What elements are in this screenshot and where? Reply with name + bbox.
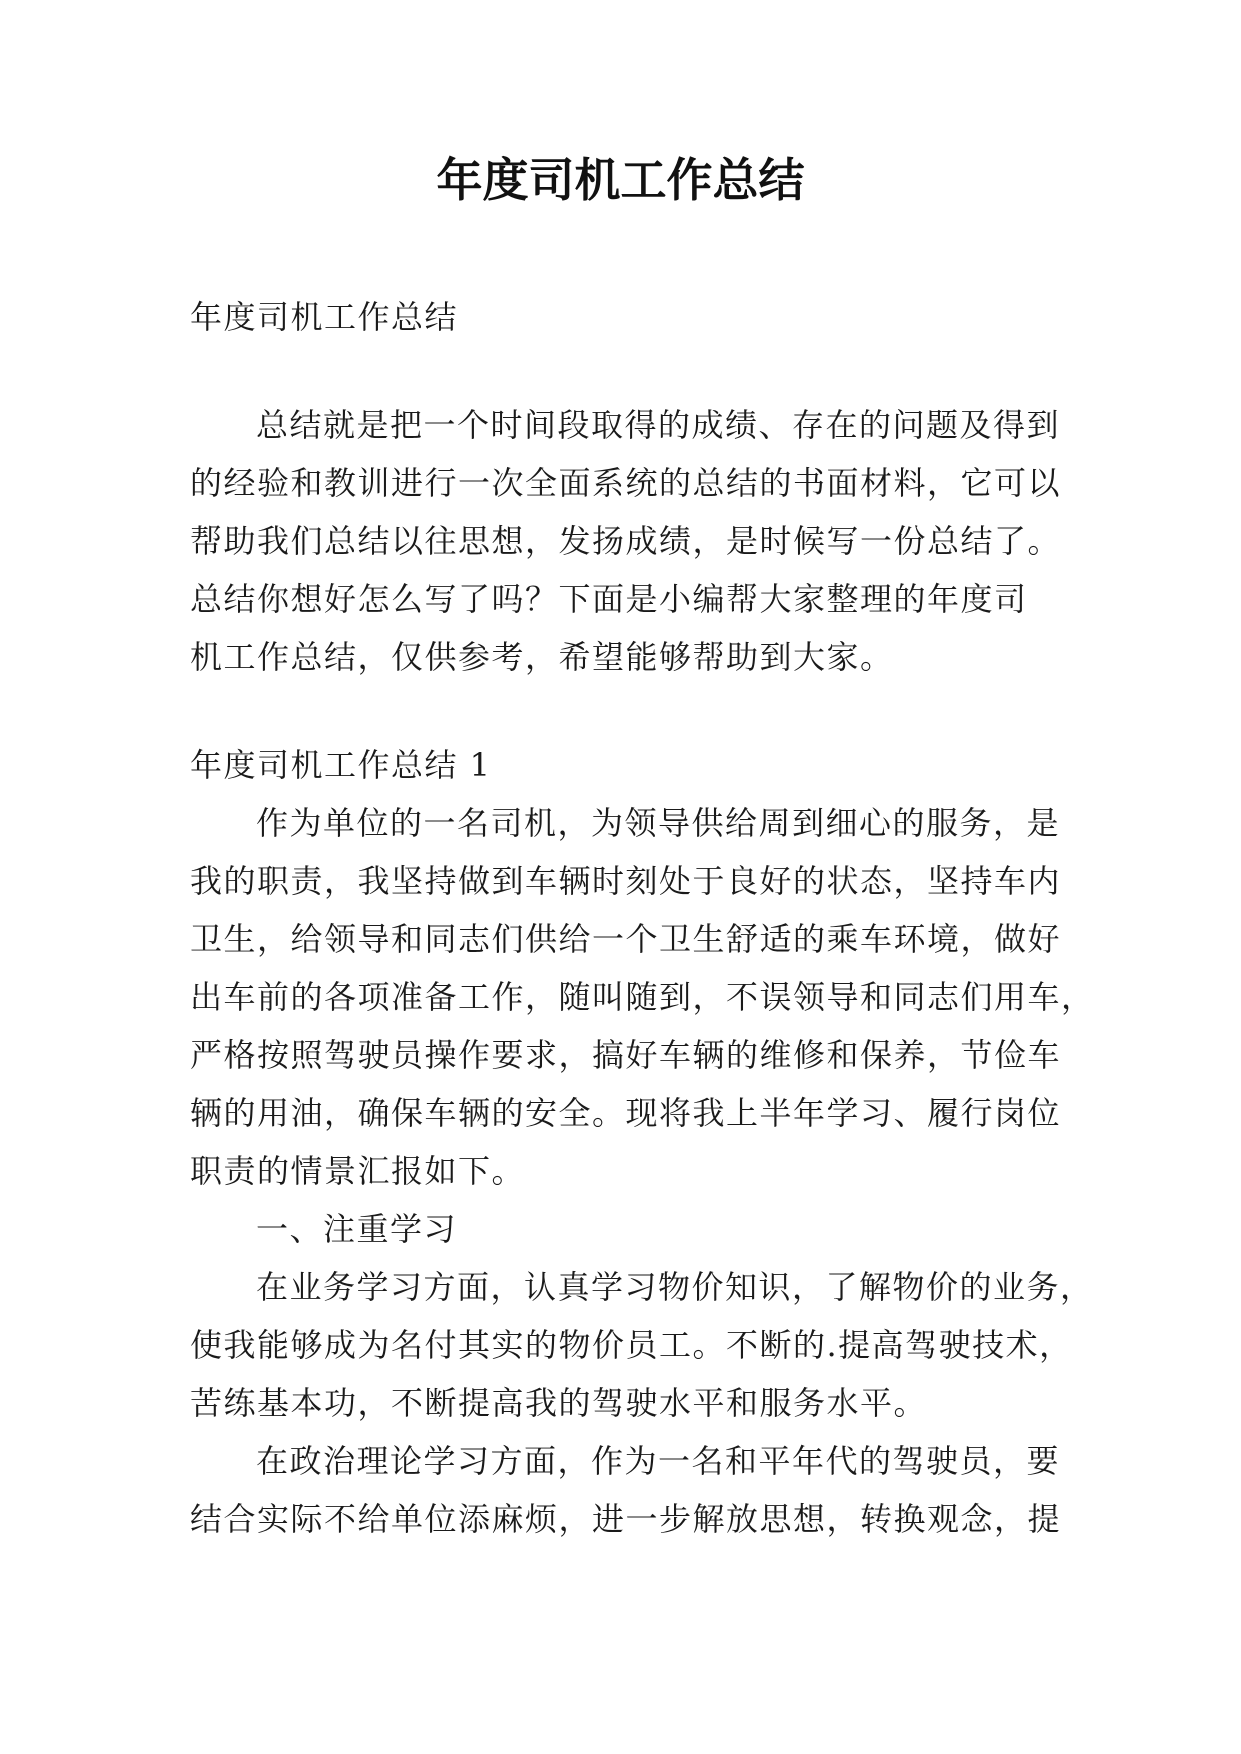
intro-line-4: 总结你想好怎么写了吗？下面是小编帮大家整理的年度司 [190,580,1028,618]
para3-line-2: 结合实际不给单位添麻烦，进一步解放思想，转换观念，提 [190,1500,1062,1538]
section1-para1-line-5: 严格按照驾驶员操作要求，搞好车辆的维修和保养，节俭车 [190,1036,1062,1074]
document-subtitle: 年度司机工作总结 [190,298,459,336]
intro-line-3: 帮助我们总结以往思想，发扬成绩，是时候写一份总结了。 [190,522,1062,560]
section1-para1-line-3: 卫生，给领导和同志们供给一个卫生舒适的乘车环境，做好 [190,920,1062,958]
document-title: 年度司机工作总结 [436,153,805,207]
section1-para1-line-4: 出车前的各项准备工作，随叫随到，不误领导和同志们用车， [190,978,1095,1016]
section1-para1-line-2: 我的职责，我坚持做到车辆时刻处于良好的状态，坚持车内 [190,862,1062,900]
para3-line-1: 在政治理论学习方面，作为一名和平年代的驾驶员，要 [256,1442,1061,1480]
para2-line-2: 使我能够成为名付其实的物价员工。不断的.提高驾驶技术， [190,1326,1073,1364]
intro-line-5: 机工作总结，仅供参考，希望能够帮助到大家。 [190,638,894,676]
intro-line-1: 总结就是把一个时间段取得的成绩、存在的问题及得到 [256,406,1061,444]
para2-line-3: 苦练基本功，不断提高我的驾驶水平和服务水平。 [190,1384,928,1422]
intro-line-2: 的经验和教训进行一次全面系统的总结的书面材料，它可以 [190,464,1062,502]
subheading-1: 一、注重学习 [256,1210,458,1248]
section1-para1-line-7: 职责的情景汇报如下。 [190,1152,526,1190]
section1-para1-line-6: 辆的用油，确保车辆的安全。现将我上半年学习、履行岗位 [190,1094,1062,1132]
section1-para1-line-1: 作为单位的一名司机，为领导供给周到细心的服务，是 [256,804,1061,842]
section1-heading: 年度司机工作总结 1 [190,746,492,784]
para2-line-1: 在业务学习方面，认真学习物价知识，了解物价的业务， [256,1268,1094,1306]
